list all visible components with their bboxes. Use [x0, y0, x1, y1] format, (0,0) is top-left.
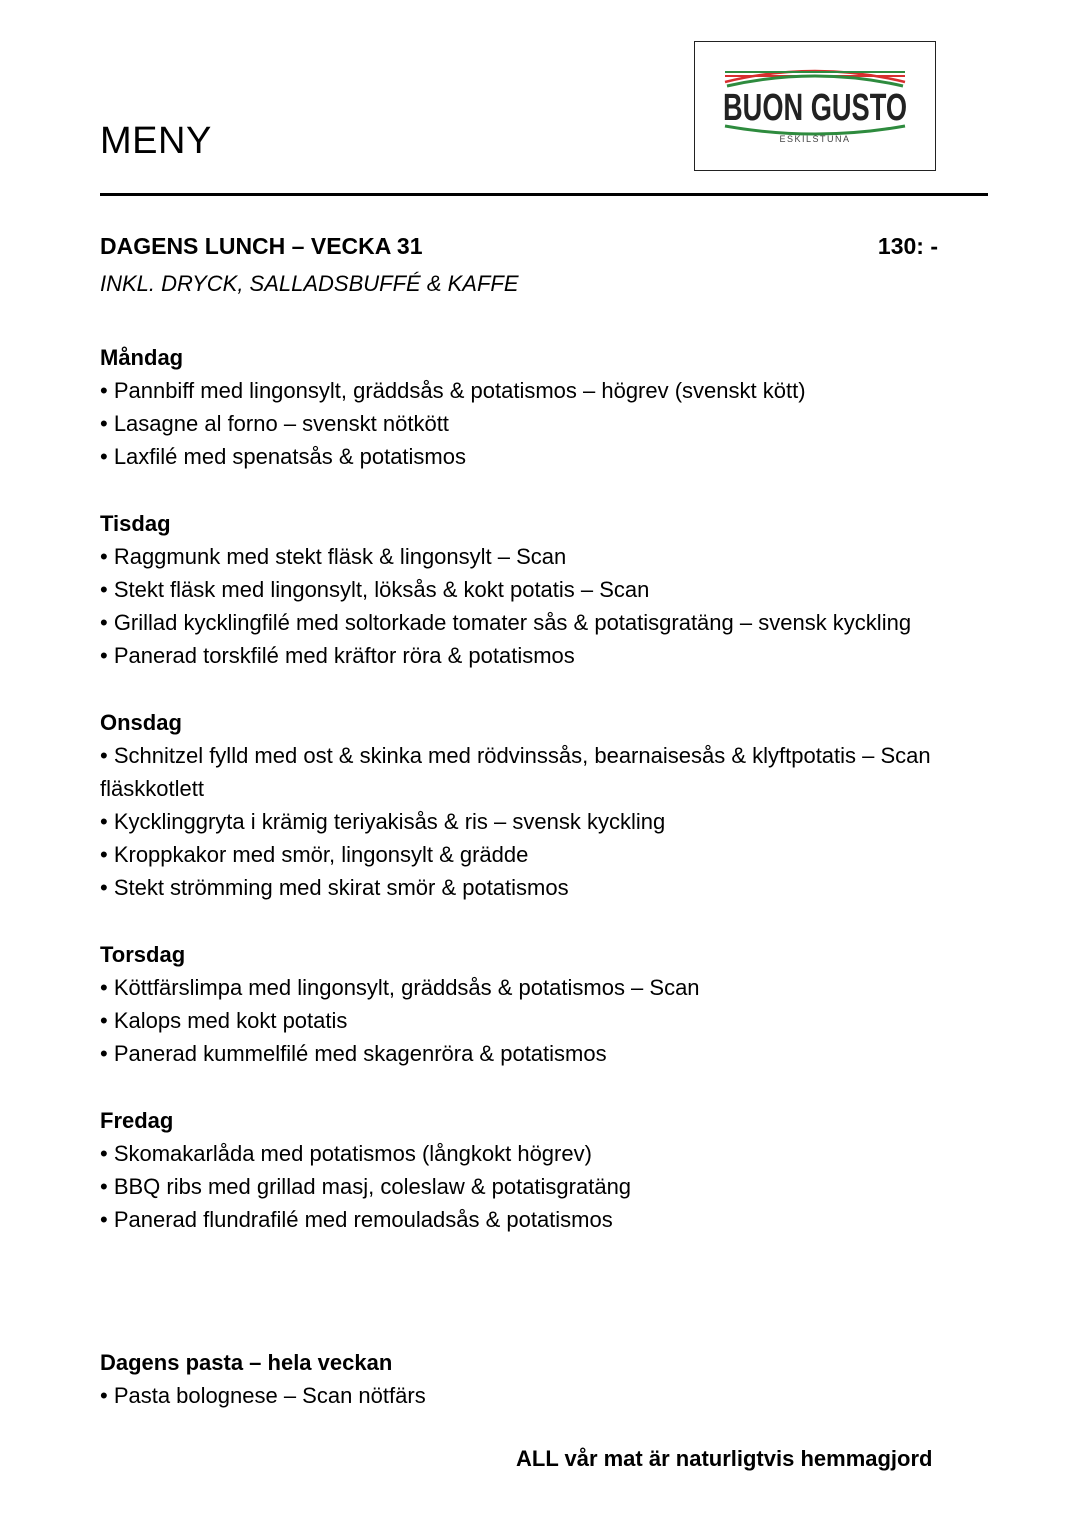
- dish-list: [100, 971, 1000, 1070]
- dish-list: [100, 374, 1000, 473]
- day-section-monday: [100, 341, 1000, 473]
- dish-item: • Panerad flundrafilé med remouladsås & potatismos: [100, 1207, 613, 1232]
- lunch-subtitle: INKL. DRYCK, SALLADSBUFFÉ & KAFFE: [100, 271, 519, 296]
- day-section-tuesday: [100, 507, 1000, 672]
- logo-brand-text: BUON GUSTO: [723, 87, 907, 129]
- day-name: Måndag: [100, 345, 184, 370]
- logo-green-arc: [727, 76, 903, 86]
- dish-item: • Panerad kummelfilé med skagenröra & potatismos: [100, 1041, 607, 1066]
- logo-city-text: ESKILSTUNA: [779, 134, 851, 144]
- dish-list: [100, 739, 1000, 904]
- footer-note: ALL vår mat är naturligtvis hemmagjord: [516, 1446, 933, 1471]
- buon-gusto-logo: [695, 42, 935, 170]
- dish-item: • Köttfärslimpa med lingonsylt, gräddsås & potatismos – Scan: [100, 975, 700, 1000]
- dish-item: • Panerad torskfilé med kräftor röra & potatismos: [100, 643, 575, 668]
- dish-item: • Stekt fläsk med lingonsylt, löksås & kokt potatis – Scan: [100, 577, 650, 602]
- dish-item: • Skomakarlåda med potatismos (långkokt högrev): [100, 1141, 592, 1166]
- pasta-heading: Dagens pasta – hela veckan: [100, 1350, 393, 1375]
- dish-item: • Kycklinggryta i krämig teriyakisås & ris – svensk kyckling: [100, 809, 666, 834]
- day-name: Fredag: [100, 1108, 174, 1133]
- page-title: MENY: [100, 120, 212, 162]
- dish-list: [100, 1137, 1000, 1236]
- dish-item: • Grillad kycklingfilé med soltorkade tomater sås & potatisgratäng – svensk kyckling: [100, 610, 912, 635]
- day-name: Torsdag: [100, 942, 186, 967]
- day-section-friday: [100, 1104, 1000, 1236]
- dish-item: • Schnitzel fylld med ost & skinka med rödvinssås, bearnaisesås & klyftpotatis – Scan fläskkotlett: [100, 743, 931, 801]
- lunch-heading: DAGENS LUNCH – VECKA 31: [100, 233, 423, 259]
- weekly-menu: [100, 341, 1000, 1270]
- dish-item: • BBQ ribs med grillad masj, coleslaw & potatisgratäng: [100, 1174, 632, 1199]
- logo-frame: [694, 41, 936, 171]
- dish-item: • Kalops med kokt potatis: [100, 1008, 348, 1033]
- dish-item: • Stekt strömming med skirat smör & potatismos: [100, 875, 569, 900]
- lunch-price: 130: -: [877, 233, 938, 259]
- day-section-thursday: [100, 938, 1000, 1070]
- dish-item: • Raggmunk med stekt fläsk & lingonsylt – Scan: [100, 544, 567, 569]
- dish-item: • Pannbiff med lingonsylt, gräddsås & potatismos – högrev (svenskt kött): [100, 378, 806, 403]
- dish-item: • Lasagne al forno – svenskt nötkött: [100, 411, 449, 436]
- header-divider: [100, 193, 988, 196]
- dish-list: [100, 540, 1000, 672]
- dish-item: • Pasta bolognese – Scan nötfärs: [100, 1383, 426, 1408]
- dish-list: [100, 1379, 1000, 1412]
- day-section-wednesday: [100, 706, 1000, 904]
- day-name: Onsdag: [100, 710, 182, 735]
- pasta-section: [100, 1346, 1000, 1412]
- dish-item: • Laxfilé med spenatsås & potatismos: [100, 444, 466, 469]
- day-name: Tisdag: [100, 511, 171, 536]
- lunch-header: [100, 233, 938, 260]
- dish-item: • Kroppkakor med smör, lingonsylt & grädde: [100, 842, 529, 867]
